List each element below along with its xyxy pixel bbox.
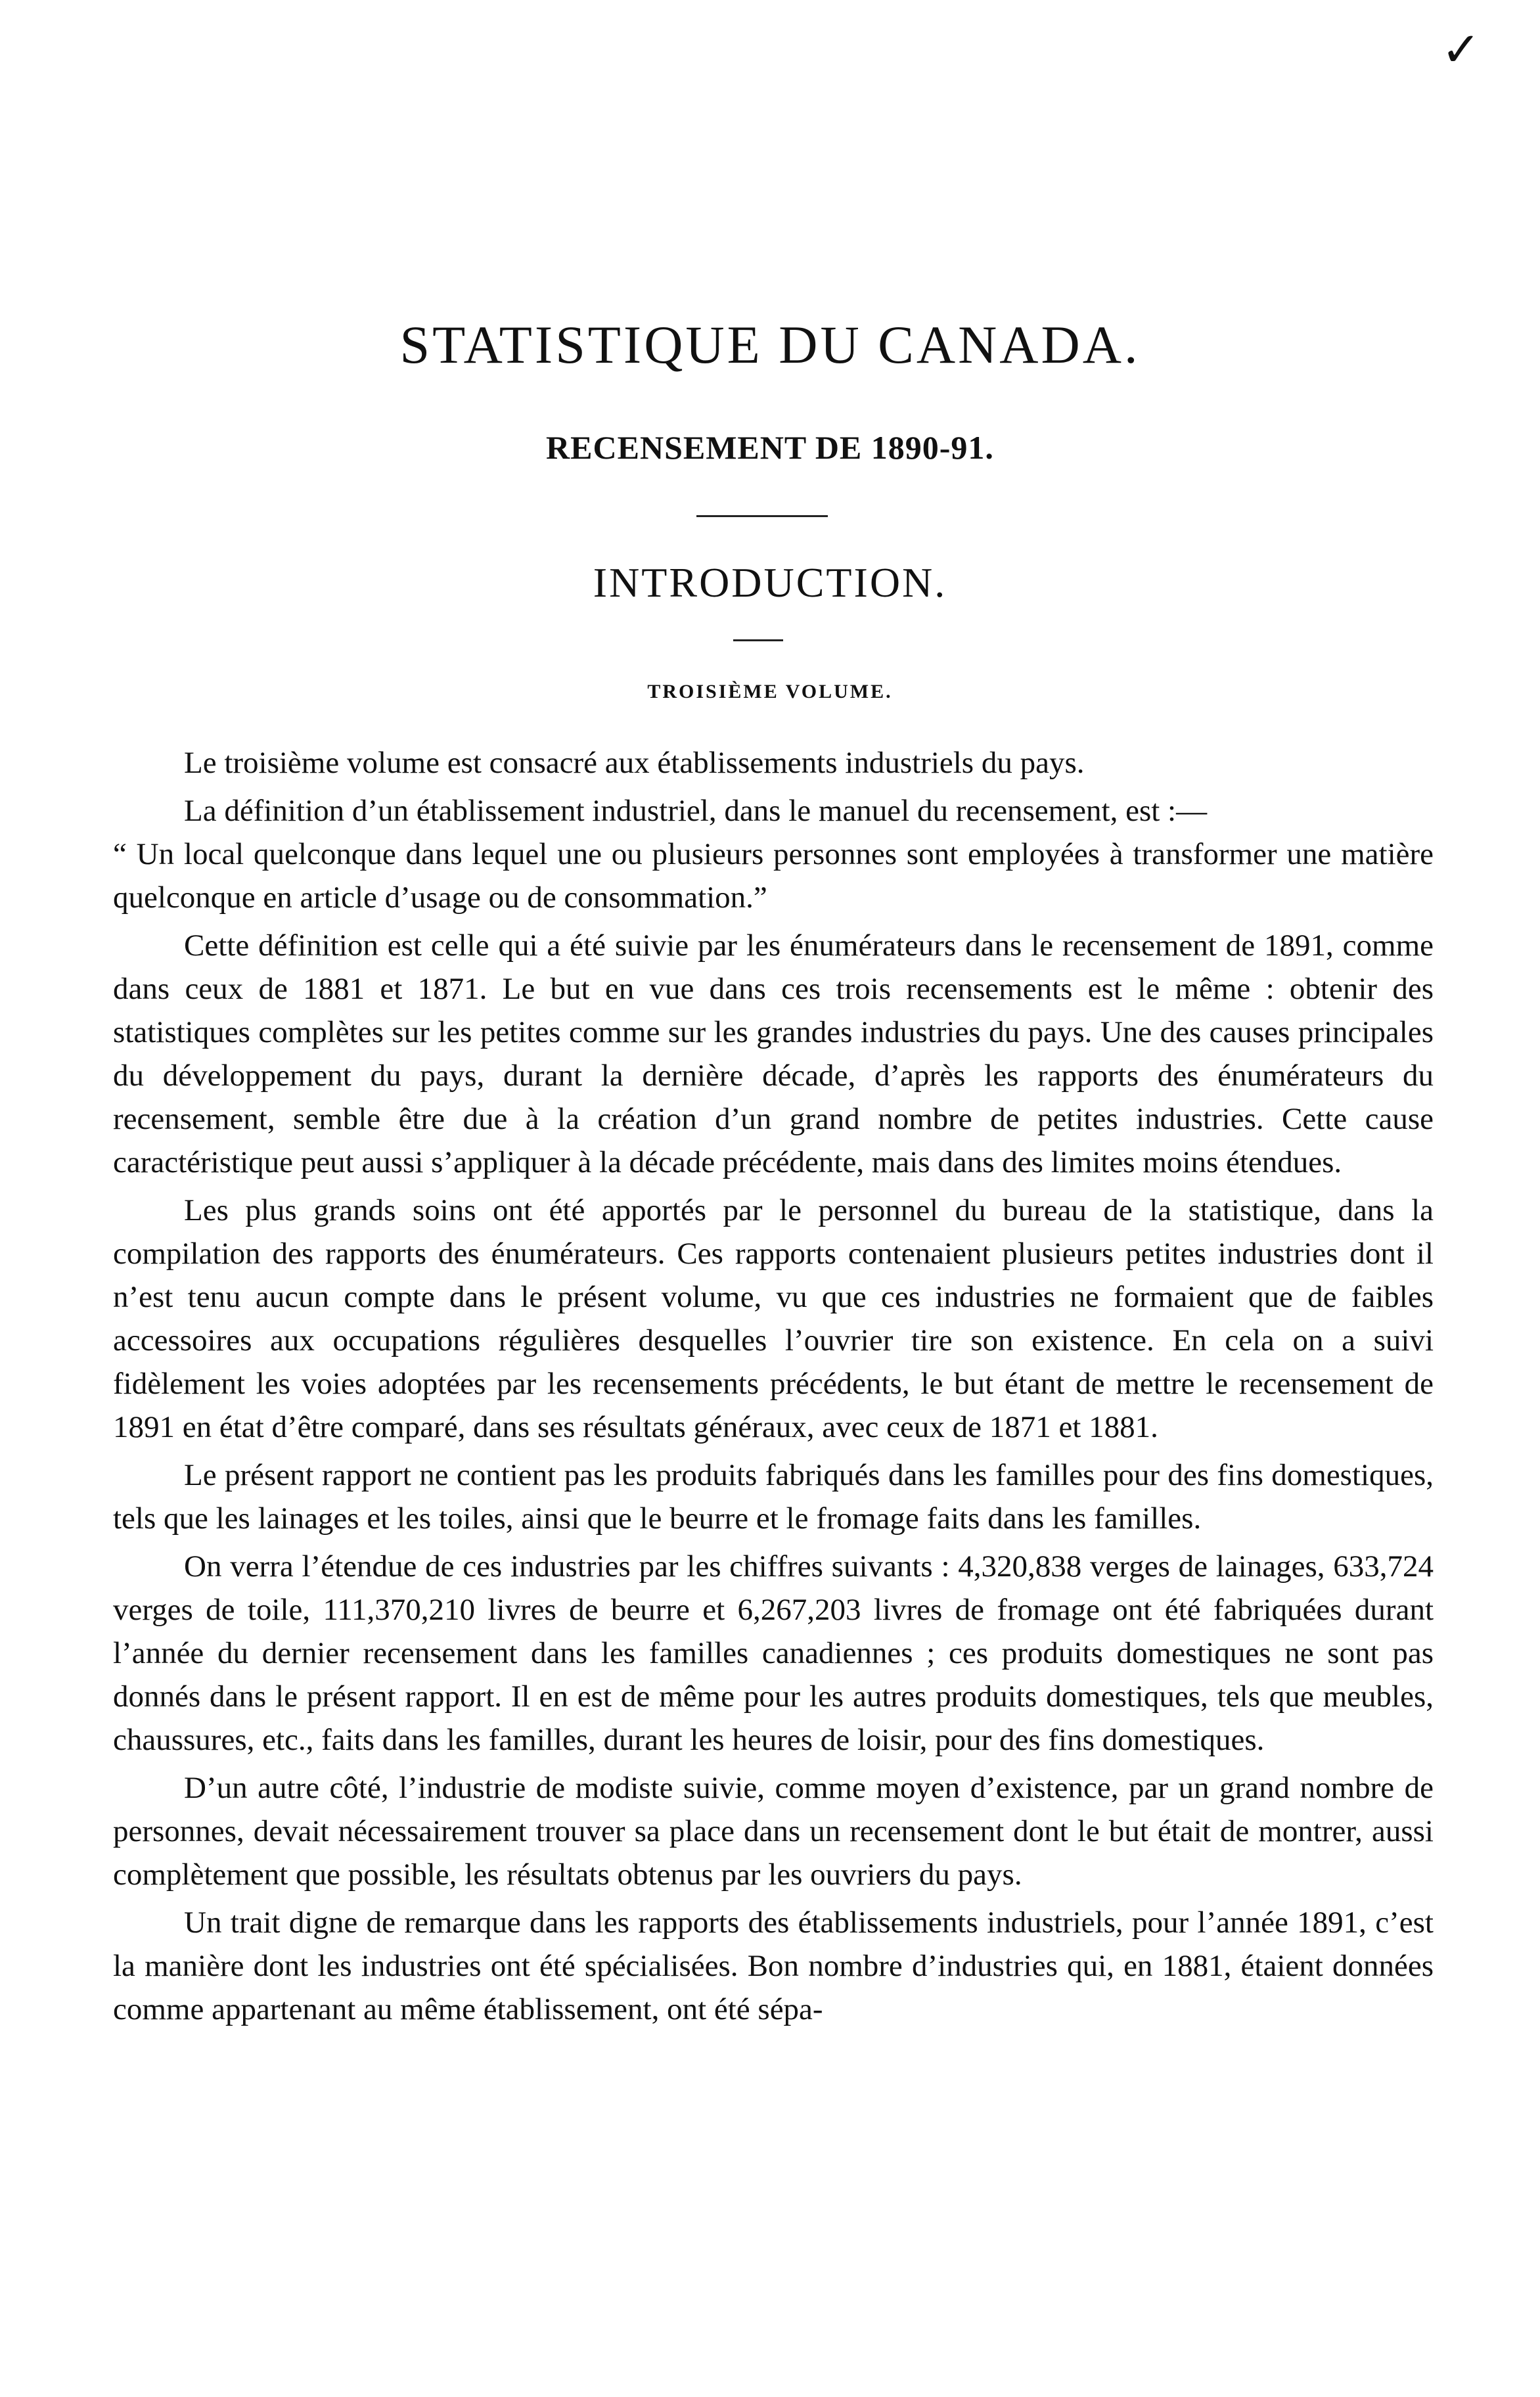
volume-label: TROISIÈME VOLUME. xyxy=(647,681,893,702)
body-text xyxy=(113,741,1434,2031)
divider-rule xyxy=(733,639,783,641)
paragraph: Le présent rapport ne contient pas les produits fabriqués dans les familles pour des fins domestiques, tels que les lainages et les toiles, ainsi que le beurre et le fromage faits dans les familles. xyxy=(113,1458,1434,1536)
paragraph: D’un autre côté, l’industrie de modiste suivie, comme moyen d’existence, par un grand nombre de personnes, devait nécessairement trouver sa place dans un recensement dont le but était de montrer, aussi complètement que possible, les résultats obtenus par les ouvriers du pays. xyxy=(113,1771,1434,1892)
paragraph: On verra l’étendue de ces industries par les chiffres suivants : 4,320,838 verges de lainages, 633,724 verges de toile, 111,370,210 livres de beurre et 6,267,203 livres de fromage ont été fabriquées durant l’année du dernier recensement dans les familles canadiennes ; ces produits domestiques ne sont pas donnés dans le présent rapport. Il en est de même pour les autres produits domestiques, tels que meubles, chaussures, etc., faits dans les familles, durant les heures de loisir, pour des fins domestiques. xyxy=(113,1549,1434,1757)
divider-rule xyxy=(696,515,828,517)
page-title: STATISTIQUE DU CANADA. xyxy=(399,315,1141,375)
section-heading: INTRODUCTION. xyxy=(593,559,947,606)
paragraph: La définition d’un établissement industriel, dans le manuel du recensement, est :— xyxy=(184,794,1208,828)
quoted-definition: “ Un local quelconque dans lequel une ou plusieurs personnes sont employées à transformer une matière quelconque en article d’usage ou de consommation.” xyxy=(113,837,1434,915)
page-subtitle: RECENSEMENT DE 1890-91. xyxy=(546,429,994,466)
paragraph: Un trait digne de remarque dans les rapports des établissements industriels, pour l’année 1891, c’est la manière dont les industries ont été spécialisées. Bon nombre d’industries qui, en 1881, étaient données comme appartenant au même établissement, ont été sépa- xyxy=(113,1906,1434,2026)
paragraph: Le troisième volume est consacré aux établissements industriels du pays. xyxy=(184,746,1085,780)
paragraph: Cette définition est celle qui a été suivie par les énumérateurs dans le recensement de 1891, comme dans ceux de 1881 et 1871. Le but en vue dans ces trois recensements est le même : obtenir des statistiques complètes sur les petites comme sur les grandes industries du pays. Une des causes principales du développement du pays, durant la dernière décade, d’après les rapports des énumérateurs du recensement, semble être due à la création d’un grand nombre de petites industries. Cette cause caractéristique peut aussi s’appliquer à la décade précédente, mais dans des limites moins étendues. xyxy=(113,928,1434,1179)
handwritten-checkmark: ✓ xyxy=(1441,24,1481,76)
paragraph: Les plus grands soins ont été apportés par le personnel du bureau de la statistique, dans la compilation des rapports des énumérateurs. Ces rapports contenaient plusieurs petites industries dont il n’est tenu aucun compte dans le présent volume, vu que ces industries ne formaient que de faibles accessoires aux occupations régulières desquelles l’ouvrier tire son existence. En cela on a suivi fidèlement les voies adoptées par les recensements précédents, le but étant de mettre le recensement de 1891 en état d’être comparé, dans ses résultats généraux, avec ceux de 1871 et 1881. xyxy=(113,1193,1434,1444)
